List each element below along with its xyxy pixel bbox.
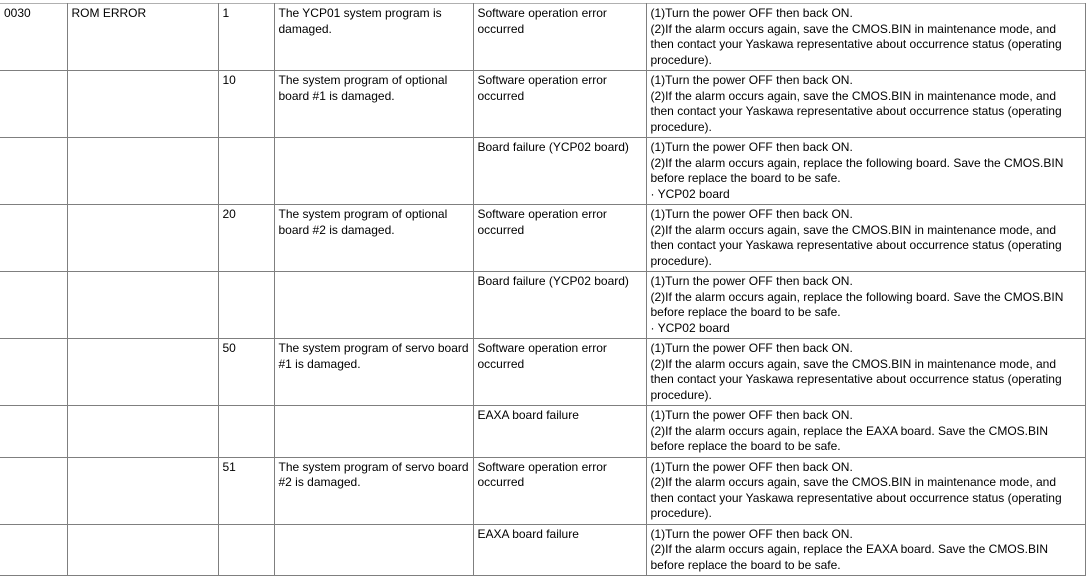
cause-cell: Board failure (YCP02 board) [473,138,646,205]
alarm-number-cell [0,71,67,138]
remedy-cell: (1)Turn the power OFF then back ON. (2)If the alarm occurs again, save the CMOS.BIN in maintenance mode, and then contact your Yaskawa representative about occurrence status (operating procedure). [646,4,1085,71]
meaning-cell: The system program of optional board #1 is damaged. [274,71,473,138]
alarm-name-cell: ROM ERROR [67,4,218,71]
meaning-cell: The system program of servo board #1 is damaged. [274,339,473,406]
remedy-cell: (1)Turn the power OFF then back ON. (2)If the alarm occurs again, save the CMOS.BIN in maintenance mode, and then contact your Yaskawa representative about occurrence status (operating procedure). [646,339,1085,406]
cause-cell: EAXA board failure [473,406,646,458]
alarm-number-cell [0,457,67,524]
table-row [0,138,1085,205]
alarm-number-cell [0,406,67,458]
remedy-cell: (1)Turn the power OFF then back ON. (2)If the alarm occurs again, save the CMOS.BIN in maintenance mode, and then contact your Yaskawa representative about occurrence status (operating procedure). [646,71,1085,138]
cause-cell: Software operation error occurred [473,4,646,71]
cause-cell: Software operation error occurred [473,457,646,524]
alarm-name-cell [67,205,218,272]
remedy-cell: (1)Turn the power OFF then back ON. (2)If the alarm occurs again, replace the EAXA board. Save the CMOS.BIN before replace the board to be safe. [646,524,1085,576]
sub-code-cell: 10 [218,71,274,138]
alarm-number-cell [0,524,67,576]
sub-code-cell: 20 [218,205,274,272]
remedy-cell: (1)Turn the power OFF then back ON. (2)If the alarm occurs again, save the CMOS.BIN in maintenance mode, and then contact your Yaskawa representative about occurrence status (operating procedure). [646,457,1085,524]
cause-cell: Board failure (YCP02 board) [473,272,646,339]
alarm-table-body [0,4,1085,576]
cause-cell: EAXA board failure [473,524,646,576]
cause-cell: Software operation error occurred [473,71,646,138]
alarm-name-cell [67,138,218,205]
alarm-number-cell [0,272,67,339]
sub-code-cell: 1 [218,4,274,71]
sub-code-cell: 51 [218,457,274,524]
meaning-cell [274,524,473,576]
sub-code-cell [218,406,274,458]
alarm-number-cell [0,339,67,406]
meaning-cell: The YCP01 system program is damaged. [274,4,473,71]
table-row [0,406,1085,458]
remedy-cell: (1)Turn the power OFF then back ON. (2)If the alarm occurs again, save the CMOS.BIN in maintenance mode, and then contact your Yaskawa representative about occurrence status (operating procedure). [646,205,1085,272]
cause-cell: Software operation error occurred [473,205,646,272]
sub-code-cell [218,524,274,576]
table-row [0,339,1085,406]
cause-cell: Software operation error occurred [473,339,646,406]
sub-code-cell [218,138,274,205]
table-row [0,272,1085,339]
meaning-cell [274,272,473,339]
meaning-cell [274,138,473,205]
meaning-cell: The system program of optional board #2 is damaged. [274,205,473,272]
alarm-name-cell [67,406,218,458]
alarm-name-cell [67,71,218,138]
alarm-name-cell [67,272,218,339]
remedy-cell: (1)Turn the power OFF then back ON. (2)If the alarm occurs again, replace the following board. Save the CMOS.BIN before replace the board to be safe. · YCP02 board [646,138,1085,205]
meaning-cell [274,406,473,458]
alarm-number-cell: 0030 [0,4,67,71]
remedy-cell: (1)Turn the power OFF then back ON. (2)If the alarm occurs again, replace the EAXA board. Save the CMOS.BIN before replace the board to be safe. [646,406,1085,458]
sub-code-cell [218,272,274,339]
meaning-cell: The system program of servo board #2 is damaged. [274,457,473,524]
alarm-name-cell [67,339,218,406]
alarm-number-cell [0,138,67,205]
remedy-cell: (1)Turn the power OFF then back ON. (2)If the alarm occurs again, replace the following board. Save the CMOS.BIN before replace the board to be safe. · YCP02 board [646,272,1085,339]
sub-code-cell: 50 [218,339,274,406]
alarm-name-cell [67,457,218,524]
table-row [0,205,1085,272]
table-row [0,457,1085,524]
table-row [0,71,1085,138]
table-row [0,4,1085,71]
alarm-number-cell [0,205,67,272]
table-row [0,524,1085,576]
alarm-table [0,3,1086,576]
alarm-name-cell [67,524,218,576]
